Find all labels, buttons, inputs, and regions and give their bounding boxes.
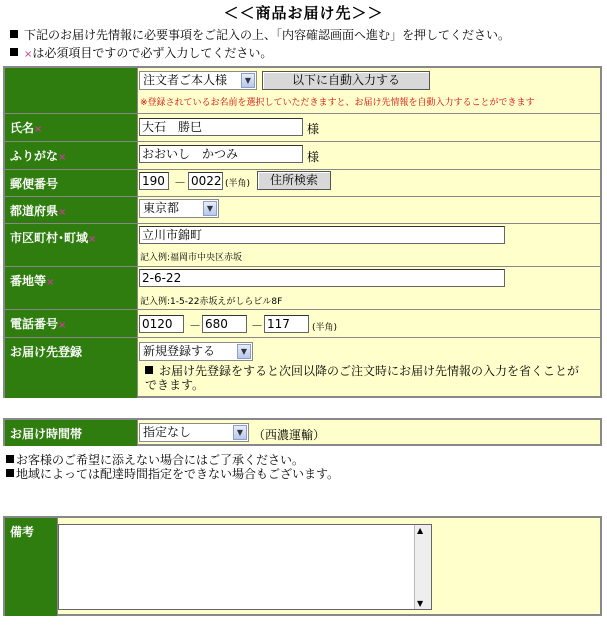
delivery-note-2: 地域によっては配達時間指定をできない場合もございます。 xyxy=(6,465,339,482)
required-mark-icon: × xyxy=(34,124,43,135)
prefecture-label: 都道府県× xyxy=(5,197,137,223)
register-label: お届け先登録 xyxy=(5,338,137,398)
register-note: お届け先登録をすると次回以降のご注文時にお届け先情報の入力を省くことができます。 xyxy=(145,364,580,392)
scroll-down-icon[interactable]: ▼ xyxy=(417,599,424,608)
carrier-name: （西濃運輸） xyxy=(253,428,326,442)
autofill-notice: ※登録されているお名前を選択していただきますと、お届け先情報を自動入力することができます xyxy=(140,98,535,108)
city-example: 記入例:福岡市中央区赤坂 xyxy=(140,253,243,263)
required-mark-icon: × xyxy=(46,277,55,288)
chevron-down-icon: ▼ xyxy=(237,344,251,359)
phone-input-2[interactable]: 680 xyxy=(202,315,247,333)
shipping-form xyxy=(3,66,602,398)
scrollbar[interactable] xyxy=(414,525,431,609)
remarks-textarea[interactable] xyxy=(58,524,432,610)
phone-label: 電話番号× xyxy=(5,310,137,337)
postal-hint: (半角) xyxy=(225,179,251,189)
address-example: 記入例:1-5-22赤坂えがしらビル8F xyxy=(140,297,283,307)
chevron-down-icon: ▼ xyxy=(233,425,247,440)
required-mark-icon: × xyxy=(88,234,97,245)
remarks-label: 備考 xyxy=(5,518,57,616)
phone-dash-2: － xyxy=(251,319,264,333)
phone-input-1[interactable]: 0120 xyxy=(139,315,184,333)
chevron-down-icon: ▼ xyxy=(203,201,217,216)
phone-input-3[interactable]: 117 xyxy=(264,315,309,333)
delivery-time-label: お届け時間帯 xyxy=(5,420,137,446)
autofill-select[interactable]: 注文者ご本人様 ▼ xyxy=(139,71,257,90)
name-label: 氏名× xyxy=(5,114,137,141)
address-search-button[interactable]: 住所検索 xyxy=(257,171,331,190)
delivery-time-section xyxy=(3,418,602,446)
furigana-label: ふりがな× xyxy=(5,142,137,169)
autofill-label-cell xyxy=(5,68,137,113)
phone-hint: (半角) xyxy=(312,323,338,333)
required-mark-icon: × xyxy=(58,152,67,163)
address-label: 番地等× xyxy=(5,267,137,309)
city-label: 市区町村･町域× xyxy=(5,224,137,266)
furigana-input[interactable]: おおいし かつみ xyxy=(139,145,303,163)
postal-input-2[interactable]: 0022 xyxy=(188,172,223,190)
postal-input-1[interactable]: 190 xyxy=(139,172,169,190)
delivery-time-select[interactable]: 指定なし ▼ xyxy=(139,423,249,442)
bullet-icon xyxy=(10,30,18,38)
chevron-down-icon: ▼ xyxy=(241,73,255,88)
delivery-note-1: お客様のご希望に添えない場合にはご了承ください。 xyxy=(6,451,304,468)
remarks-section xyxy=(3,516,602,616)
register-select[interactable]: 新規登録する ▼ xyxy=(139,342,253,361)
name-suffix: 様 xyxy=(307,122,320,136)
bullet-icon xyxy=(10,48,18,56)
instruction-line-1: 下記のお届け先情報に必要事項をご記入の上、「内容確認画面へ進む」を押してください。 xyxy=(10,26,510,43)
instruction-line-2: ×は必須項目ですので必ず入力してください。 xyxy=(10,44,272,61)
autofill-button[interactable]: 以下に自動入力する xyxy=(262,71,430,90)
bullet-icon xyxy=(6,469,14,477)
bullet-icon xyxy=(6,455,14,463)
city-input[interactable]: 立川市錦町 xyxy=(139,226,505,244)
required-mark-icon: × xyxy=(58,320,67,331)
required-mark-icon: × xyxy=(58,207,67,218)
furigana-suffix: 様 xyxy=(307,150,320,164)
required-mark-icon: × xyxy=(24,49,33,60)
postal-dash: － xyxy=(174,176,187,190)
address-input[interactable]: 2-6-22 xyxy=(139,269,505,287)
page-title: ＜＜商品お届け先＞＞ xyxy=(223,4,384,22)
bullet-icon xyxy=(145,366,153,374)
prefecture-select[interactable]: 東京都 ▼ xyxy=(139,199,219,218)
name-input[interactable]: 大石 勝巳 xyxy=(139,118,303,136)
scroll-up-icon[interactable]: ▲ xyxy=(417,526,424,535)
phone-dash-1: － xyxy=(189,319,202,333)
postal-label: 郵便番号 xyxy=(5,170,137,196)
